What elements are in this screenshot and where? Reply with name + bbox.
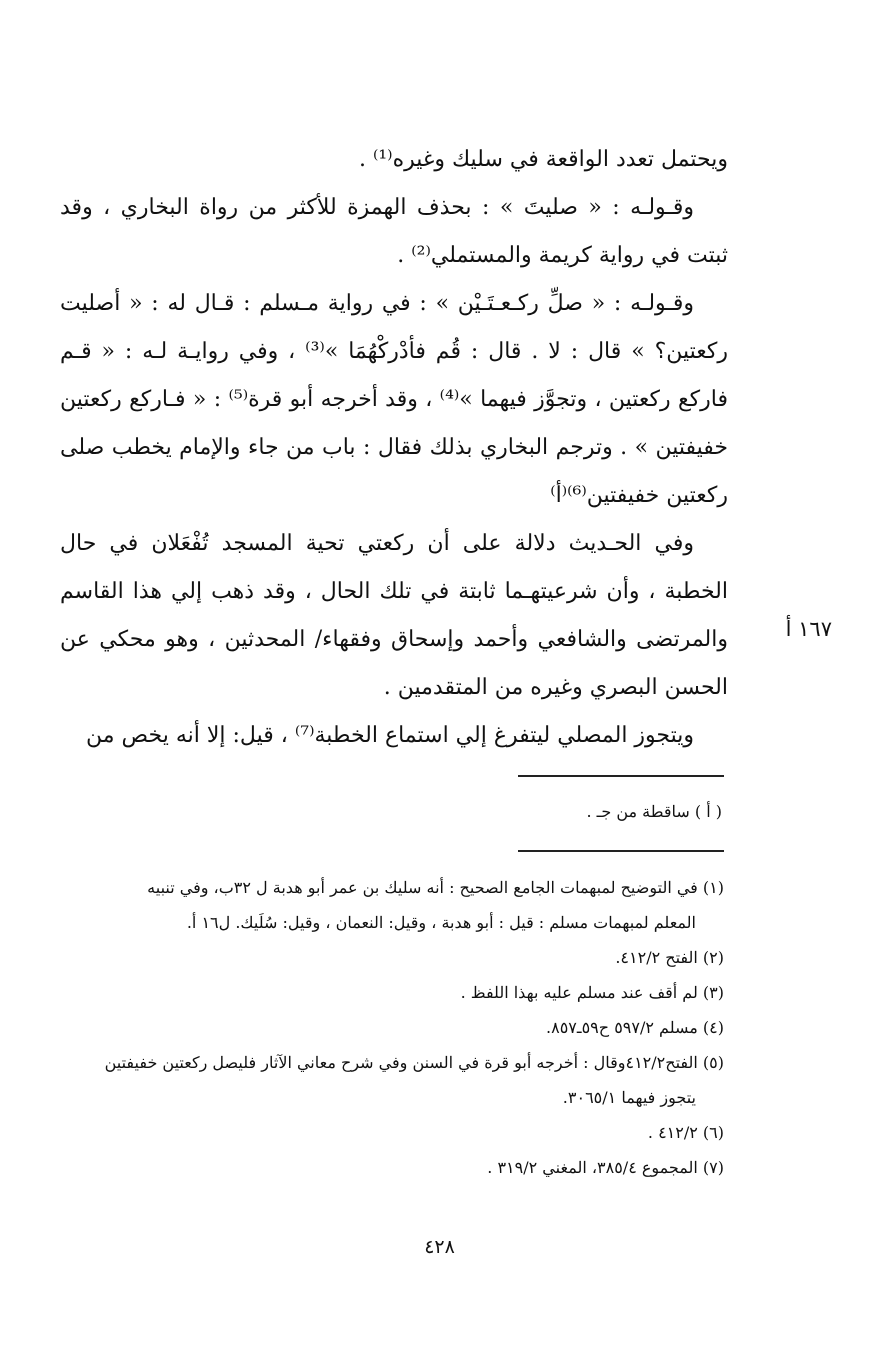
footnote-line: (٦) ٤١٢/٢ . [647, 1123, 724, 1142]
paragraph-2: وقـولـه : « صليتَ » : بحذف الهمزة للأكثر من رواة البخاري ، وقد ثبتت في رواية كريمة والمستملي⁽²⁾ . [60, 195, 728, 268]
paragraph-3: وقـولـه : « صلِّ ركـعـتَـيْن » : في رواية مـسلم : قـال له : « أصليت ركعتين؟ » قال : لا . قال : قُم فأدْركْهُمَا »⁽³⁾ ، وفي روايـة لـه : « قـم فاركع ركعتين ، وتجوَّز فيهما »⁽⁴⁾ ، وقد أخرجه أبو قرة⁽⁵⁾ : « فـاركع ركعتين خفيفتين » . وترجم البخاري بذلك فقال : باب من جاء والإمام يخطب صلى ركعتين خفيفتين⁽⁶⁾⁽أ⁾ [60, 291, 728, 508]
variant-note: ( أ ) ساقطة من جـ . [586, 802, 722, 821]
footnotes [48, 872, 724, 1187]
separator-rule-footnotes [518, 850, 724, 852]
footnote-line: (٤) مسلم ٥٩٧/٢ ح٥٩ـ٨٥٧. [546, 1018, 724, 1037]
footnote-line: يتجوز فيهما ٣٠٦٥/١. [562, 1088, 696, 1107]
footnote-line: (١) في التوضيح لمبهمات الجامع الصحيح : أنه سليك بن عمر أبو هدبة ل ٣٢ب، وفي تنبيه [147, 878, 724, 897]
paragraph-1: ويحتمل تعدد الواقعة في سليك وغيره⁽¹⁾ . [358, 147, 728, 172]
footnote-line: (٥) الفتح٤١٢/٢وقال : أخرجه أبو قرة في السنن وفي شرح معاني الآثار فليصل ركعتين خفيفتين [104, 1053, 724, 1072]
page-number: ٤٢٨ [424, 1236, 455, 1258]
footnote-line: (٣) لم أقف عند مسلم عليه بهذا اللفظ . [460, 983, 724, 1002]
manuscript-folio-marker: ١٦٧ أ [785, 617, 832, 641]
main-text [60, 136, 728, 760]
paragraph-5: ويتجوز المصلي ليتفرغ إلي استماع الخطبة⁽⁷⁾ ، قيل: إلا أنه يخص من [86, 723, 694, 748]
footnote-line: (٢) الفتح ٤١٢/٢. [615, 948, 724, 967]
footnote-line: المعلم لمبهمات مسلم : قيل : أبو هدبة ، وقيل: النعمان ، وقيل: سُلَيك. ل١٦ أ. [186, 913, 696, 932]
paragraph-4: وفي الحـديث دلالة على أن ركعتي تحية المسجد تُفْعَلان في حال الخطبة ، وأن شرعيتهـما ثابتة في تلك الحال ، وقد ذهب إلي هذا القاسم والمرتضى والشافعي وأحمد وإسحاق وفقهاء/ المحدثين ، وهو محكي عن الحسن البصري وغيره من المتقدمين . [60, 531, 728, 700]
separator-rule-top [518, 775, 724, 777]
footnote-line: (٧) المجموع ٣٨٥/٤، المغني ٣١٩/٢ . [487, 1158, 724, 1177]
